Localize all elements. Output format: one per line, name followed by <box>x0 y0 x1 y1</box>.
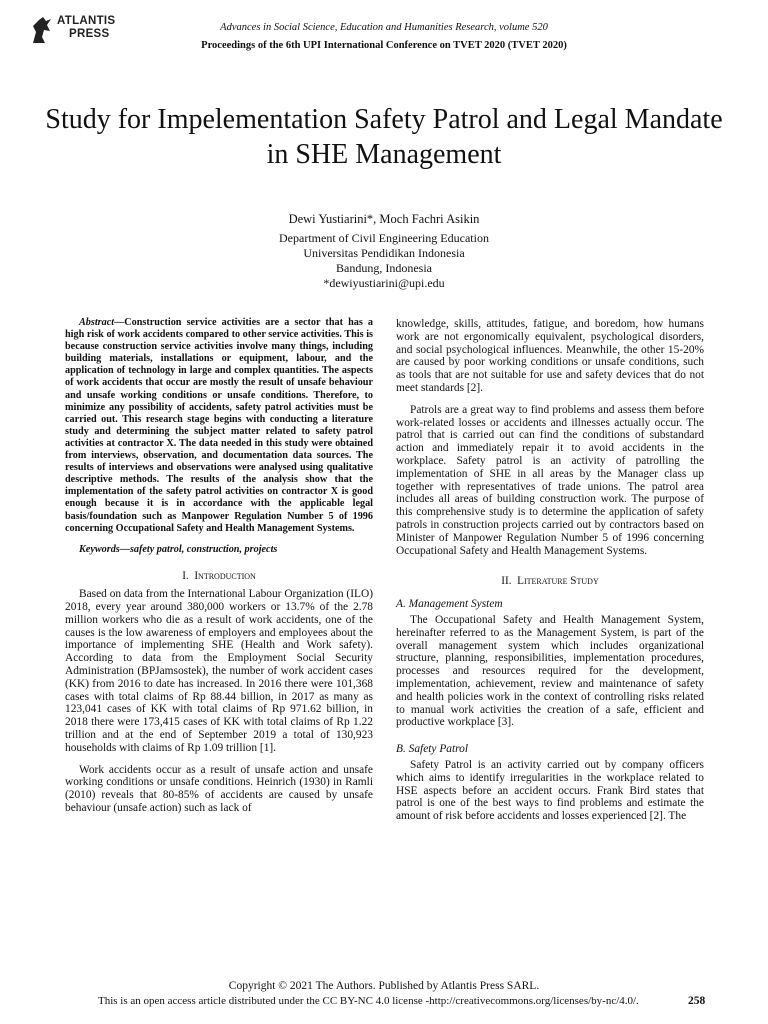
section-number: I. <box>182 570 189 583</box>
intro-paragraph-2: Work accidents occur as a result of unsafe action and unsafe working conditions or unsafe conditions. Heinrich (1930) in Ramli (2010) reveals that 80-85% of accidents are caused by unsafe behaviour (unsafe action) such as lack of <box>65 763 373 815</box>
copyright-line: Copyright © 2021 The Authors. Published by Atlantis Press SARL. <box>228 980 540 992</box>
abstract <box>65 317 373 535</box>
affiliation-city: Bandung, Indonesia <box>336 261 432 275</box>
patrol-paragraph: Patrols are a great way to find problems and assess them before work-related losses or accidents and illnesses actually occur. The patrol that is carried out can find the conditions of substandard action and immediately repair it to avoid accidents in the workplace. Safety patrol is an activity of patrolling the implementation of SHE in all areas by the Manager class up together with representatives of trade unions. The patrol area includes all areas of building construction work. The purpose of this comprehensive study is to determine the application of safety patrols in construction projects carried out by contractors based on Minister of Manpower Regulation Number 5 of 1996 concerning Occupational Safety and Health Management Systems. <box>396 403 704 557</box>
section-title: Introduction <box>194 570 256 583</box>
paper-title: Study for Impelementation Safety Patrol and Legal Mandate in SHE Management <box>45 104 723 170</box>
section-heading-literature-study <box>396 575 704 588</box>
abstract-dash: — <box>114 317 125 328</box>
continued-paragraph: knowledge, skills, attitudes, fatigue, and boredom, how humans work are not ergonomically equivalent, psychological disorders, and social psychological influences. Meanwhile, the other 15-20% are caused by poor working conditions or unsafe conditions, such as tools that are not suitable for use and safety devices that do not meet standards [2]. <box>396 318 704 394</box>
logo-line1: ATLANTIS <box>57 15 116 27</box>
left-column <box>65 317 373 815</box>
section-heading-introduction <box>65 570 373 583</box>
subsection-heading-safety-patrol: B. Safety Patrol <box>396 743 469 756</box>
affiliation <box>0 231 768 291</box>
safety-patrol-paragraph: Safety Patrol is an activity carried out by company officers which aims to identify irregularities in the workplace related to HSE aspects before an accident occurs. Frank Bird states that patrol is one of the best ways to find problems and estimate the amount of risk before accidents and losses experienced [2]. The <box>396 758 704 823</box>
page-number: 258 <box>688 995 706 1007</box>
license-line: This is an open access article distributed under the CC BY-NC 4.0 license -http://creativecommons.org/licenses/by-nc/4.0/. <box>98 995 639 1007</box>
affiliation-dept: Department of Civil Engineering Education <box>279 231 489 245</box>
affiliation-univ: Universitas Pendidikan Indonesia <box>303 246 465 260</box>
intro-paragraph-1: Based on data from the International Labour Organization (ILO) 2018, every year around 380,000 workers or 13.7% of the 2.78 million workers who die as a result of work accidents, one of the causes is the low awareness of employers and employees about the importance of implementing SHE (Health and Work safety). According to data from the Employment Social Security Administration (BPJamsostek), the number of work accident cases (KK) from 2016 to date has increased. In 2016 there were 101,368 cases with total claims of Rp 88.44 billion, in 2017 as many as 123,041 cases of KK with total claims of Rp 971.62 billion, in 2018 there were 173,415 cases of KK with total claims of Rp 1.22 trillion and at the end of September 2019 a total of 130,923 households with claims of Rp 1.09 trillion [1]. <box>65 588 373 754</box>
subsection-heading-management-system: A. Management System <box>396 598 503 611</box>
affiliation-email: *dewiyustiarini@upi.edu <box>323 276 445 290</box>
proceedings-header: Proceedings of the 6th UPI International Conference on TVET 2020 (TVET 2020) <box>201 40 567 51</box>
authors: Dewi Yustiarini*, Moch Fachri Asikin <box>288 212 480 226</box>
abstract-text: Construction service activities are a sector that has a high risk of work accidents compared to other service activities. This is because construction service activities involve many things, including building materials, installations or equipment, labour, and the application of technology in large and complex quantities. The aspects of work accidents that occur are mostly the result of unsafe behaviour and unsafe working conditions or unsafe conditions. Therefore, to minimize any possibility of accidents, safety patrol activities must be carried out. This research stage begins with conducting a literature study and determining the subject matter related to safety patrol activities at contractor X. The data needed in this study were obtained from interviews, observation, and documentation data sources. The results of interviews and observations were analysed using qualitative descriptive methods. The results of the analysis show that the implementation of the safety patrol activities on contractor X is good enough because it is in accordance with the applicable legal basis/foundation such as Manpower Regulation Number 5 of 1996 concerning Occupational Safety and Health Management Systems. <box>65 317 373 534</box>
right-column <box>396 318 704 823</box>
section-title: Literature Study <box>517 575 599 588</box>
series-header: Advances in Social Science, Education and Humanities Research, volume 520 <box>220 22 548 33</box>
keywords: Keywords—safety patrol, construction, projects <box>79 543 278 555</box>
abstract-label: Abstract <box>79 317 115 328</box>
management-system-paragraph: The Occupational Safety and Health Management System, hereinafter referred to as the Management System, is part of the overall management system which includes organizational structure, planning, responsibilities, implementation procedures, processes and resources required for the development, implementation, achievement, review and maintenance of safety and health policies work in the context of controlling risks related to manual work activities the creation of a safe, efficient and productive workplace [3]. <box>396 613 704 729</box>
section-number: II. <box>501 575 512 588</box>
logo-line2: PRESS <box>69 28 110 40</box>
